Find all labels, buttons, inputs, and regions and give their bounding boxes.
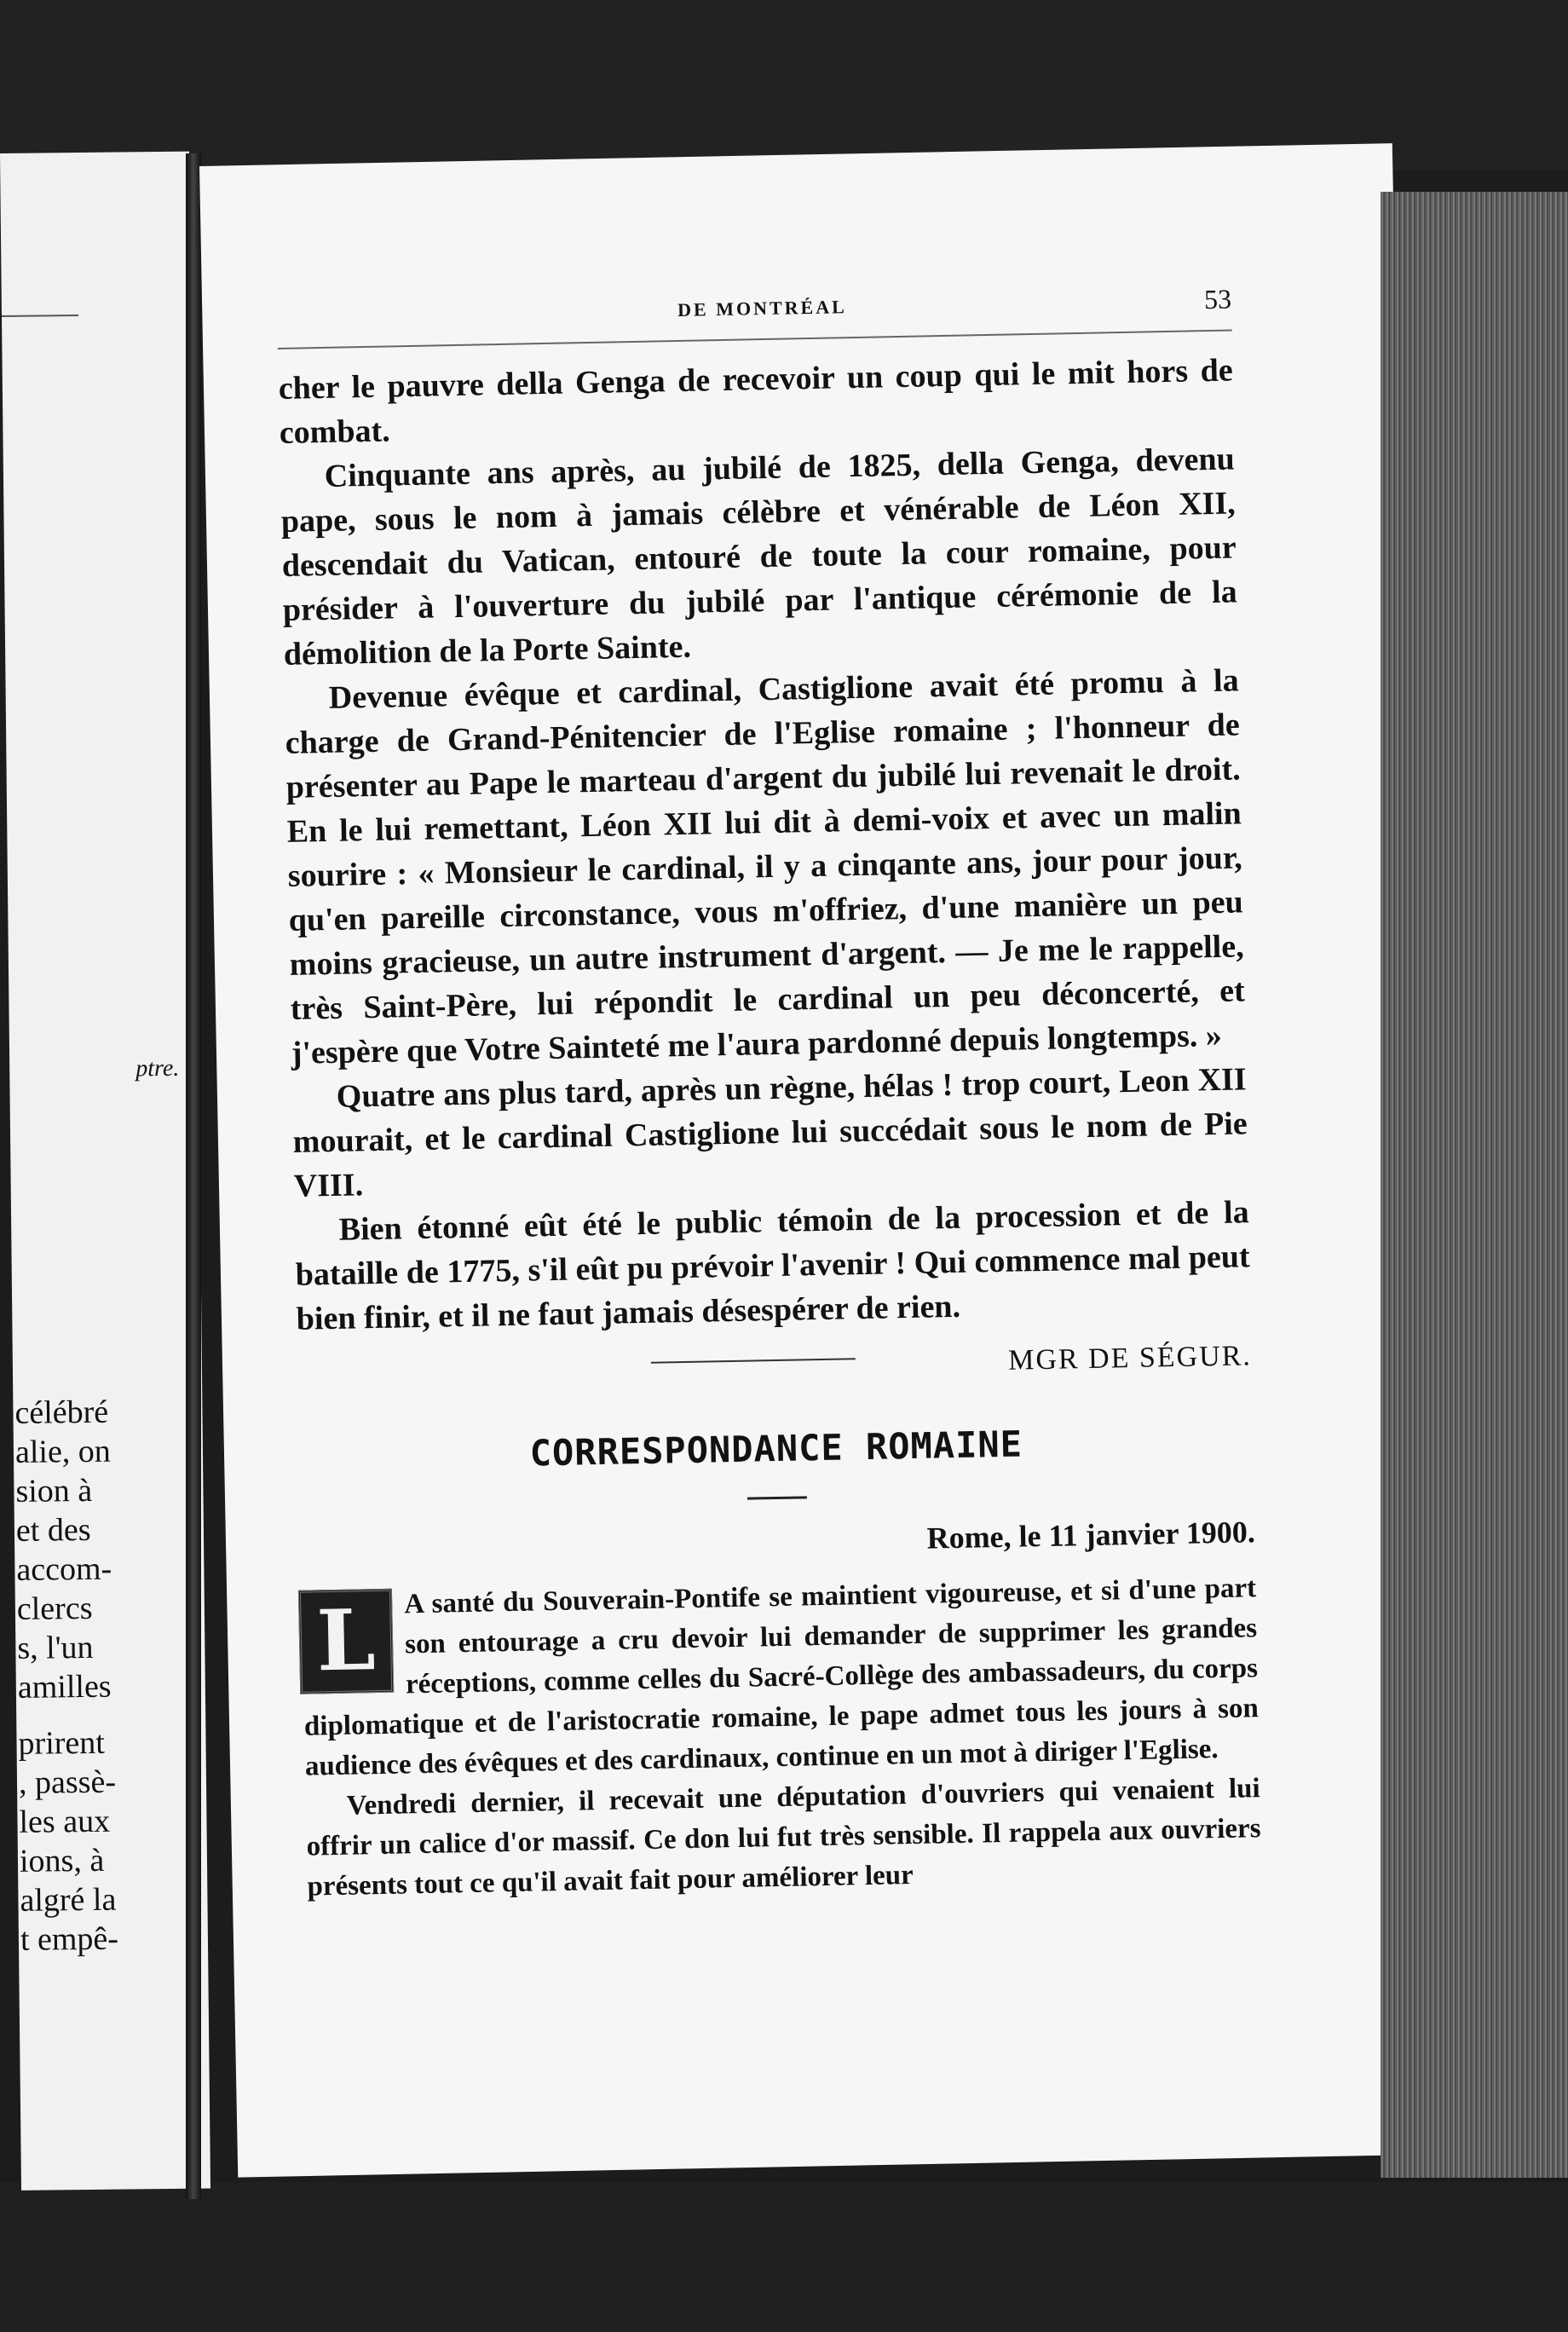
left-fragment: amilles xyxy=(17,1668,112,1706)
left-fragment: , passè- xyxy=(18,1763,117,1801)
left-fragment: algré la xyxy=(20,1881,117,1919)
page-number: 53 xyxy=(1203,283,1232,315)
signature: MGR DE SÉGUR. xyxy=(1007,1340,1253,1377)
left-page xyxy=(0,152,210,2191)
left-fragment: s, l'un xyxy=(17,1629,94,1666)
paragraph: Bien étonné eût été le public témoin de la procession et de la bataille de 1775, s'il eût pu prévoir l'avenir ! Qui commence mal peut bien finir, et il ne faut jamais désespérer de rien. xyxy=(295,1194,1251,1337)
paragraph: Vendredi dernier, il recevait une députation d'ouvriers qui venaient lui offrir un calice d'or massif. Ce don lui fut très sensible. Il rappela aux ouvriers présents tout ce qu'il avait fait pour améliorer leur xyxy=(306,1773,1261,1902)
running-head-title: DE MONTRÉAL xyxy=(677,296,847,320)
background-bottom xyxy=(0,2182,1568,2332)
paragraph: A santé du Souverain-Pontife se maintient vigoureuse, et si d'une part son entourage a cru devoir lui demander de supprimer les grandes réceptions, comme celles du Sacré-Collège des ambassadeurs, du corps diplomatique et de l'aristocratie romaine, le pape admet tous les jours à son audience des évêques et des cardinaux, continue en un mot à diriger l'Eglise. xyxy=(303,1573,1260,1782)
drop-cap-ornament: L xyxy=(298,1589,394,1694)
left-fragment: alie, on xyxy=(14,1433,112,1470)
left-fragment: clercs xyxy=(16,1590,93,1627)
left-fragment: accom- xyxy=(16,1550,112,1588)
book-gutter xyxy=(186,153,201,2199)
paragraph: Quatre ans plus tard, après un règne, hélas ! trop court, Leon XII mourait, et le cardinal Castiglione lui succédait sous le nom de Pie VIII. xyxy=(292,1061,1248,1204)
page-edges xyxy=(1381,192,1568,2178)
section-title: CORRESPONDANCE ROMAINE xyxy=(529,1423,1023,1475)
left-fragment: ptre. xyxy=(135,1054,180,1082)
left-fragment: sion à xyxy=(15,1472,93,1509)
section-body xyxy=(302,1568,1262,1907)
paragraph: Cinquante ans après, au jubilé de 1825, della Genga, devenu pape, sous le nom à jamais célèbre et vénérable de Léon XII, descendait du Vatican, entouré de toute la cour romaine, pour présider à l'ouverture du jubilé par l'antique cérémonie de la démolition de la Porte Sainte. xyxy=(280,441,1238,672)
page-content xyxy=(277,283,1262,1907)
left-fragment: prirent xyxy=(18,1724,106,1762)
left-fragment: célébré xyxy=(14,1394,109,1431)
paragraph: Devenue évêque et cardinal, Castiglione avait été promu à la charge de Grand-Pénitencier de l'Eglise romaine ; l'honneur de présenter au Pape le marteau d'argent du jubilé lui revenait le droit. En le lui remettant, Léon XII lui dit à demi-voix et avec un malin sourire : « Monsieur le cardinal, il y a cinqante ans, jour pour jour, qu'en pareille circonstance, vous m'offriez, d'une manière un peu moins gracieuse, un autre instrument d'argent. — Je me le rappelle, très Saint-Père, lui répondit le cardinal un peu déconcerté, et j'espère que Votre Sainteté me l'aura pardonné depuis longtemps. » xyxy=(285,662,1246,1071)
paragraph: cher le pauvre della Genga de recevoir un coup qui le mit hors de combat. xyxy=(278,352,1234,451)
left-fragment: les aux xyxy=(19,1803,111,1840)
left-fragment: ions, à xyxy=(19,1842,105,1879)
left-page-rule xyxy=(2,315,78,317)
left-fragment: et des xyxy=(15,1511,91,1549)
dateline: Rome, le 11 janvier 1900. xyxy=(926,1515,1256,1556)
left-fragment: t empê- xyxy=(20,1920,119,1958)
title-rule xyxy=(747,1496,807,1499)
